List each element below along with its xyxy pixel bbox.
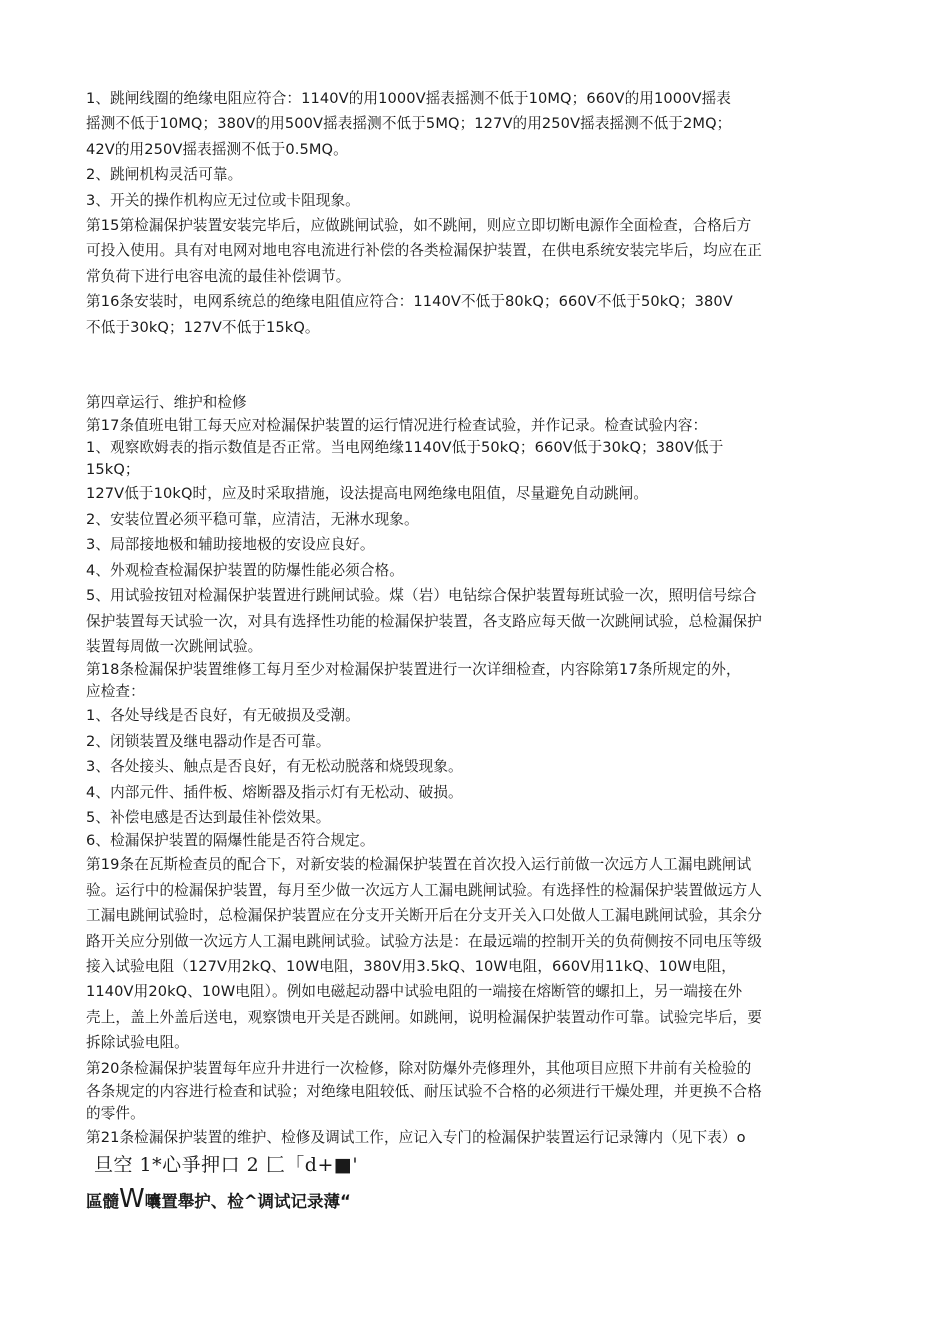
caption-part: 囔置舉护、检^调试记录薄“ bbox=[144, 1192, 351, 1212]
text-line: 2、跳闸机构灵活可靠。 bbox=[86, 166, 243, 184]
text-line: 应检查： bbox=[86, 683, 145, 701]
text-line: 1140V用20kQ、10W电阻）。例如电磁起动器中试验电阻的一端接在熔断管的螺扣上，另一端接在外 bbox=[86, 983, 743, 1001]
text-line: 2、安装位置必须平稳可靠，应清洁，无淋水现象。 bbox=[86, 510, 419, 528]
chapter-4 bbox=[86, 390, 876, 1150]
text-line: 42V的用250V摇表摇测不低于0.5MQ。 bbox=[86, 140, 348, 158]
chapter-title: 第四章运行、维护和检修 bbox=[86, 394, 247, 412]
text-line: 5、用试验按钮对检漏保护装置进行跳闸试验。煤（岩）电钻综合保护装置每班试验一次，照明信号综合 bbox=[86, 587, 757, 605]
text-line: 第15第检漏保护装置安装完毕后，应做跳闸试验，如不跳闸，则应立即切断电源作全面检查，合格后方 bbox=[86, 217, 752, 235]
text-line: 4、内部元件、插件板、熔断器及指示灯有无松动、破损。 bbox=[86, 783, 463, 801]
text-line: 127V低于10kQ时，应及时采取措施，设法提高电网绝缘电阻值，尽量避免自动跳闸。 bbox=[86, 485, 649, 503]
text-line: 保护装置每天试验一次，对具有选择性功能的检漏保护装置，各支路应每天做一次跳闸试验，总检漏保护 bbox=[86, 612, 762, 630]
text-line: 3、开关的操作机构应无过位或卡阻现象。 bbox=[86, 191, 360, 209]
text-line: 工漏电跳闸试验时，总检漏保护装置应在分支开关断开后在分支开关入口处做人工漏电跳闸试验，其余分 bbox=[86, 907, 762, 925]
text-line: 不低于30kQ；127V不低于15kQ。 bbox=[86, 318, 320, 336]
text-line: 15kQ； bbox=[86, 461, 140, 479]
text-line: 路开关应分别做一次远方人工漏电跳闸试验。试验方法是：在最远端的控制开关的负荷侧按不同电压等级 bbox=[86, 932, 762, 950]
text-line: 5、补偿电感是否达到最佳补偿效果。 bbox=[86, 808, 331, 826]
text-line: 的零件。 bbox=[86, 1105, 145, 1122]
section-top bbox=[86, 86, 876, 340]
document-body bbox=[86, 86, 876, 1217]
text-line: 装置每周做一次跳闸试验。 bbox=[86, 637, 263, 655]
text-line: 第19条在瓦斯检查员的配合下，对新安装的检漏保护装置在首次投入运行前做一次远方人工漏电跳闸试 bbox=[86, 856, 752, 874]
text-line: 3、局部接地极和辅助接地极的安设应良好。 bbox=[86, 536, 375, 554]
text-line: 第21条检漏保护装置的维护、检修及调试工作，应记入专门的检漏保护装置运行记录簿内（见下表）o bbox=[86, 1129, 746, 1146]
text-line: 验。运行中的检漏保护装置，每月至少做一次远方人工漏电跳闸试验。有选择性的检漏保护装置做远方人 bbox=[86, 881, 762, 899]
text-line: 可投入使用。具有对电网对地电容电流进行补偿的各类检漏保护装置，在供电系统安装完毕后，均应在正 bbox=[86, 242, 762, 260]
text-line: 第20条检漏保护装置每年应升井进行一次检修，除对防爆外壳修理外，其他项目应照下井前有关检验的 bbox=[86, 1059, 752, 1077]
garbled-table-caption bbox=[86, 1184, 876, 1217]
caption-part-large: W bbox=[119, 1184, 145, 1215]
text-line: 常负荷下进行电容电流的最佳补偿调节。 bbox=[86, 267, 351, 285]
text-line: 壳上，盖上外盖后送电，观察馈电开关是否跳闸。如跳闸，说明检漏保护装置动作可靠。试验完毕后，要 bbox=[86, 1008, 762, 1026]
text-line: 3、各处接头、触点是否良好，有无松动脱落和烧毁现象。 bbox=[86, 758, 463, 776]
text-line: 接入试验电阻（127V用2kQ、10W电阻，380V用3.5kQ、10W电阻，660V用11kQ、10W电阻， bbox=[86, 957, 736, 975]
text-line: 1、跳闸线圈的绝缘电阻应符合：1140V的用1000V摇表摇测不低于10MQ；660V的用1000V摇表 bbox=[86, 90, 731, 107]
text-line: 1、各处导线是否良好，有无破损及受潮。 bbox=[86, 707, 360, 725]
caption-part: 區髓 bbox=[86, 1192, 119, 1212]
text-line: 摇测不低于10MQ；380V的用500V摇表摇测不低于5MQ；127V的用250V摇表摇测不低于2MQ； bbox=[86, 115, 732, 133]
spacer bbox=[86, 340, 876, 390]
garbled-text-line: 旦空 1*心爭押口 2 匚「d+■' bbox=[94, 1154, 359, 1177]
text-line: 1、观察欧姆表的指示数值是否正常。当电网绝缘1140V低于50kQ；660V低于30kQ；380V低于 bbox=[86, 439, 724, 457]
text-line: 第16条安装时，电网系统总的绝缘电阻值应符合：1140V不低于80kQ；660V不低于50kQ；380V bbox=[86, 293, 733, 311]
text-line: 4、外观检查检漏保护装置的防爆性能必须合格。 bbox=[86, 561, 404, 579]
text-line: 第18条检漏保护装置维修工每月至少对检漏保护装置进行一次详细检查，内容除第17条所规定的外， bbox=[86, 661, 741, 679]
text-line: 各条规定的内容进行检查和试验；对绝缘电阻较低、耐压试验不合格的必须进行干燥处理，并更换不合格 bbox=[86, 1083, 762, 1100]
text-line: 6、检漏保护装置的隔爆性能是否符合规定。 bbox=[86, 832, 375, 850]
text-line: 2、闭锁装置及继电器动作是否可靠。 bbox=[86, 732, 331, 750]
text-line: 拆除试验电阻。 bbox=[86, 1034, 189, 1052]
text-line: 第17条值班电钳工每天应对检漏保护装置的运行情况进行检查试验，并作记录。检查试验内容： bbox=[86, 417, 708, 435]
